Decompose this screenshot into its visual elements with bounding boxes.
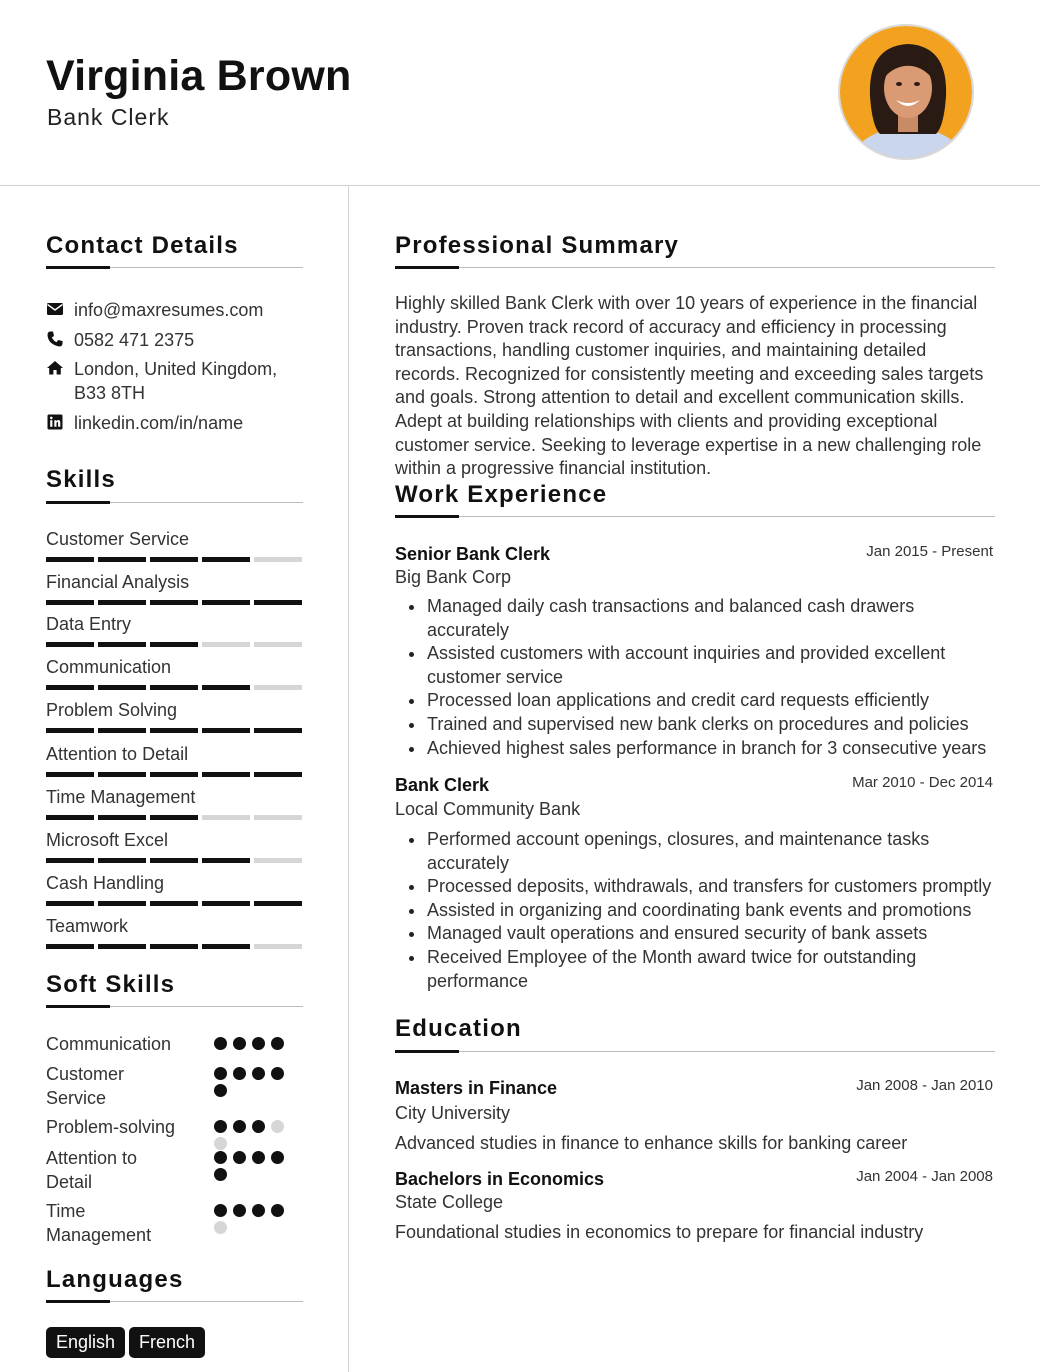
rating-dot <box>252 1204 265 1217</box>
degree-description: Foundational studies in economics to prepare for financial industry <box>395 1222 924 1242</box>
work-rule-accent <box>395 515 459 518</box>
job-bullet: Received Employee of the Month award twice for outstanding performance <box>395 946 995 993</box>
language-badge: English <box>46 1327 125 1358</box>
languages-rule-accent <box>46 1300 110 1303</box>
soft-skills-heading: Soft Skills <box>46 971 176 998</box>
soft-skills-rule-accent <box>46 1005 110 1008</box>
soft-skill-rating <box>214 1151 286 1181</box>
education-heading: Education <box>395 1015 522 1042</box>
rating-dot <box>271 1120 284 1133</box>
skill-level-segment <box>150 815 198 820</box>
rating-dot <box>271 1037 284 1050</box>
rating-dot <box>214 1204 227 1217</box>
skill-level-segment <box>46 642 94 647</box>
skill-level-bar <box>46 815 302 820</box>
rating-dot <box>233 1151 246 1164</box>
soft-skill-label <box>46 1032 196 1056</box>
soft-skill-rating <box>214 1204 286 1234</box>
rating-dot <box>233 1204 246 1217</box>
rating-dot <box>214 1137 227 1150</box>
soft-skill-label-line: Management <box>46 1225 152 1245</box>
rating-dot <box>233 1037 246 1050</box>
rating-dot <box>233 1067 246 1080</box>
skill-level-segment <box>202 772 250 777</box>
home-icon <box>46 359 64 377</box>
skill-level-segment <box>150 772 198 777</box>
contact-heading: Contact Details <box>46 232 239 259</box>
soft-skill-rating <box>214 1067 286 1097</box>
skill-level-segment <box>254 642 302 647</box>
skill-level-segment <box>46 772 94 777</box>
soft-skill-rating <box>214 1037 286 1050</box>
skill-level-segment <box>254 685 302 690</box>
rating-dot <box>252 1151 265 1164</box>
contact-email: info@maxresumes.com <box>46 298 263 322</box>
soft-skill-label-line: Attention to <box>46 1148 138 1168</box>
work-rule <box>395 516 995 517</box>
job-bullet: Trained and supervised new bank clerks on procedures and policies <box>395 713 995 737</box>
skill-level-segment <box>46 944 94 949</box>
work-heading: Work Experience <box>395 481 608 508</box>
phone-icon <box>46 330 64 348</box>
skill-level-segment <box>202 901 250 906</box>
summary-rule <box>395 267 995 268</box>
degree-school: City University <box>395 1103 511 1123</box>
skill-level-segment <box>98 600 146 605</box>
degree-description: Advanced studies in finance to enhance skills for banking career <box>395 1133 908 1153</box>
education-rule <box>395 1051 995 1052</box>
soft-skill-label-line: Time <box>46 1201 86 1221</box>
summary-text: Highly skilled Bank Clerk with over 10 years of experience in the financial industry. Proven track record of accuracy and efficiency in processing transactions, handling customer inquiries, and maintaining detailed records. Recognized for consistently meeting and exceeding sales targets and goals. Strong attention to detail and excellent communication skills. Adept at building relationships with clients and providing exceptional customer service. Seeking to leverage expertise in a new challenging role within a progressive financial institution. <box>395 293 984 479</box>
languages-heading: Languages <box>46 1266 184 1293</box>
job-bullet: Processed loan applications and credit card requests efficiently <box>395 689 995 713</box>
profile-photo <box>838 24 974 160</box>
skill-level-segment <box>46 685 94 690</box>
profile-photo-image <box>840 26 974 160</box>
soft-skill-label-line: Communication <box>46 1034 172 1054</box>
skill-level-segment <box>98 557 146 562</box>
skill-level-segment <box>254 901 302 906</box>
skill-level-segment <box>202 642 250 647</box>
rating-dot <box>233 1120 246 1133</box>
skills-rule-accent <box>46 501 110 504</box>
skill-level-segment <box>46 858 94 863</box>
skill-level-bar <box>46 557 302 562</box>
rating-dot <box>214 1221 227 1234</box>
rating-dot <box>214 1067 227 1080</box>
skill-level-segment <box>150 600 198 605</box>
skills-heading: Skills <box>46 466 116 493</box>
rating-dot <box>214 1120 227 1133</box>
skill-level-segment <box>98 901 146 906</box>
skill-label: Time Management <box>46 787 196 807</box>
skill-level-bar <box>46 944 302 949</box>
rating-dot <box>252 1120 265 1133</box>
skill-label: Financial Analysis <box>46 572 190 592</box>
skill-level-bar <box>46 685 302 690</box>
education-rule-accent <box>395 1050 459 1053</box>
skill-label: Customer Service <box>46 529 190 549</box>
job-bullet: Performed account openings, closures, and maintenance tasks accurately <box>395 828 995 875</box>
address-line-2: B33 8TH <box>74 383 146 403</box>
column-divider <box>348 186 349 1372</box>
job-dates: Mar 2010 - Dec 2014 <box>852 774 993 791</box>
email-icon <box>46 300 64 318</box>
skill-level-segment <box>202 858 250 863</box>
skill-label: Cash Handling <box>46 873 165 893</box>
job-bullet: Assisted customers with account inquiries and provided excellent customer service <box>395 642 995 689</box>
summary-rule-accent <box>395 266 459 269</box>
skill-label: Teamwork <box>46 916 129 936</box>
skill-level-segment <box>46 815 94 820</box>
soft-skill-label-line: Detail <box>46 1172 93 1192</box>
skill-level-segment <box>202 815 250 820</box>
skill-level-segment <box>98 944 146 949</box>
degree-dates: Jan 2004 - Jan 2008 <box>856 1168 993 1185</box>
candidate-name: Virginia Brown <box>46 52 352 100</box>
skill-level-segment <box>98 728 146 733</box>
skill-level-segment <box>254 858 302 863</box>
job-bullets <box>395 595 995 760</box>
job-bullets <box>395 828 995 993</box>
skill-level-segment <box>254 815 302 820</box>
skill-level-segment <box>150 944 198 949</box>
resume-header <box>0 0 1040 186</box>
skill-level-segment <box>46 901 94 906</box>
rating-dot <box>271 1067 284 1080</box>
skill-level-segment <box>98 815 146 820</box>
skill-level-segment <box>46 728 94 733</box>
skill-level-bar <box>46 901 302 906</box>
skill-level-segment <box>150 858 198 863</box>
skill-label: Attention to Detail <box>46 744 189 764</box>
soft-skill-label-line: Customer <box>46 1064 125 1084</box>
skill-level-segment <box>202 685 250 690</box>
language-badge: French <box>129 1327 205 1358</box>
skill-level-segment <box>150 685 198 690</box>
skill-level-bar <box>46 642 302 647</box>
linkedin-icon <box>46 413 64 431</box>
skill-label: Problem Solving <box>46 700 178 720</box>
rating-dot <box>252 1037 265 1050</box>
skill-level-bar <box>46 600 302 605</box>
address-line-1: London, United Kingdom, <box>74 359 278 379</box>
skill-level-segment <box>98 685 146 690</box>
degree-dates: Jan 2008 - Jan 2010 <box>856 1077 993 1094</box>
rating-dot <box>214 1168 227 1181</box>
contact-phone: 0582 471 2375 <box>46 328 194 352</box>
job-company: Big Bank Corp <box>395 567 512 587</box>
skill-level-segment <box>98 772 146 777</box>
summary-heading: Professional Summary <box>395 232 680 259</box>
skill-label: Microsoft Excel <box>46 830 169 850</box>
rating-dot <box>214 1037 227 1050</box>
skill-level-bar <box>46 772 302 777</box>
skill-level-segment <box>254 600 302 605</box>
soft-skill-label-line: Problem-solving <box>46 1117 176 1137</box>
skill-level-bar <box>46 728 302 733</box>
soft-skill-label <box>46 1115 196 1139</box>
job-bullet: Processed deposits, withdrawals, and transfers for customers promptly <box>395 875 995 899</box>
skill-level-bar <box>46 858 302 863</box>
skill-level-segment <box>46 557 94 562</box>
soft-skill-label <box>46 1062 196 1110</box>
skill-level-segment <box>254 772 302 777</box>
degree-school: State College <box>395 1192 504 1212</box>
job-bullet: Managed daily cash transactions and balanced cash drawers accurately <box>395 595 995 642</box>
skill-level-segment <box>202 600 250 605</box>
candidate-role: Bank Clerk <box>47 104 170 130</box>
skill-level-segment <box>202 944 250 949</box>
skill-level-segment <box>254 557 302 562</box>
job-bullet: Achieved highest sales performance in branch for 3 consecutive years <box>395 737 995 761</box>
degree-title: Bachelors in Economics <box>395 1169 605 1189</box>
skill-level-segment <box>150 557 198 562</box>
skill-level-segment <box>150 642 198 647</box>
skill-level-segment <box>202 728 250 733</box>
job-bullet: Managed vault operations and ensured security of bank assets <box>395 922 995 946</box>
contact-linkedin[interactable]: linkedin.com/in/name <box>46 411 243 435</box>
rating-dot <box>252 1067 265 1080</box>
job-title: Bank Clerk <box>395 775 490 795</box>
skill-level-segment <box>98 858 146 863</box>
job-dates: Jan 2015 - Present <box>866 543 993 560</box>
skill-level-segment <box>150 728 198 733</box>
rating-dot <box>214 1084 227 1097</box>
skill-level-segment <box>254 728 302 733</box>
job-title: Senior Bank Clerk <box>395 544 551 564</box>
skill-level-segment <box>150 901 198 906</box>
rating-dot <box>271 1204 284 1217</box>
rating-dot <box>271 1151 284 1164</box>
job-bullet: Assisted in organizing and coordinating bank events and promotions <box>395 899 995 923</box>
soft-skill-label <box>46 1199 196 1247</box>
skill-level-segment <box>98 642 146 647</box>
soft-skill-rating <box>214 1120 286 1150</box>
contact-rule-accent <box>46 266 110 269</box>
skill-label: Communication <box>46 657 172 677</box>
skill-level-segment <box>202 557 250 562</box>
job-company: Local Community Bank <box>395 799 581 819</box>
contact-address <box>46 357 277 405</box>
skill-label: Data Entry <box>46 614 132 634</box>
soft-skill-label-line: Service <box>46 1088 107 1108</box>
degree-title: Masters in Finance <box>395 1078 558 1098</box>
skill-level-segment <box>46 600 94 605</box>
soft-skill-label <box>46 1146 196 1194</box>
skill-level-segment <box>254 944 302 949</box>
rating-dot <box>214 1151 227 1164</box>
